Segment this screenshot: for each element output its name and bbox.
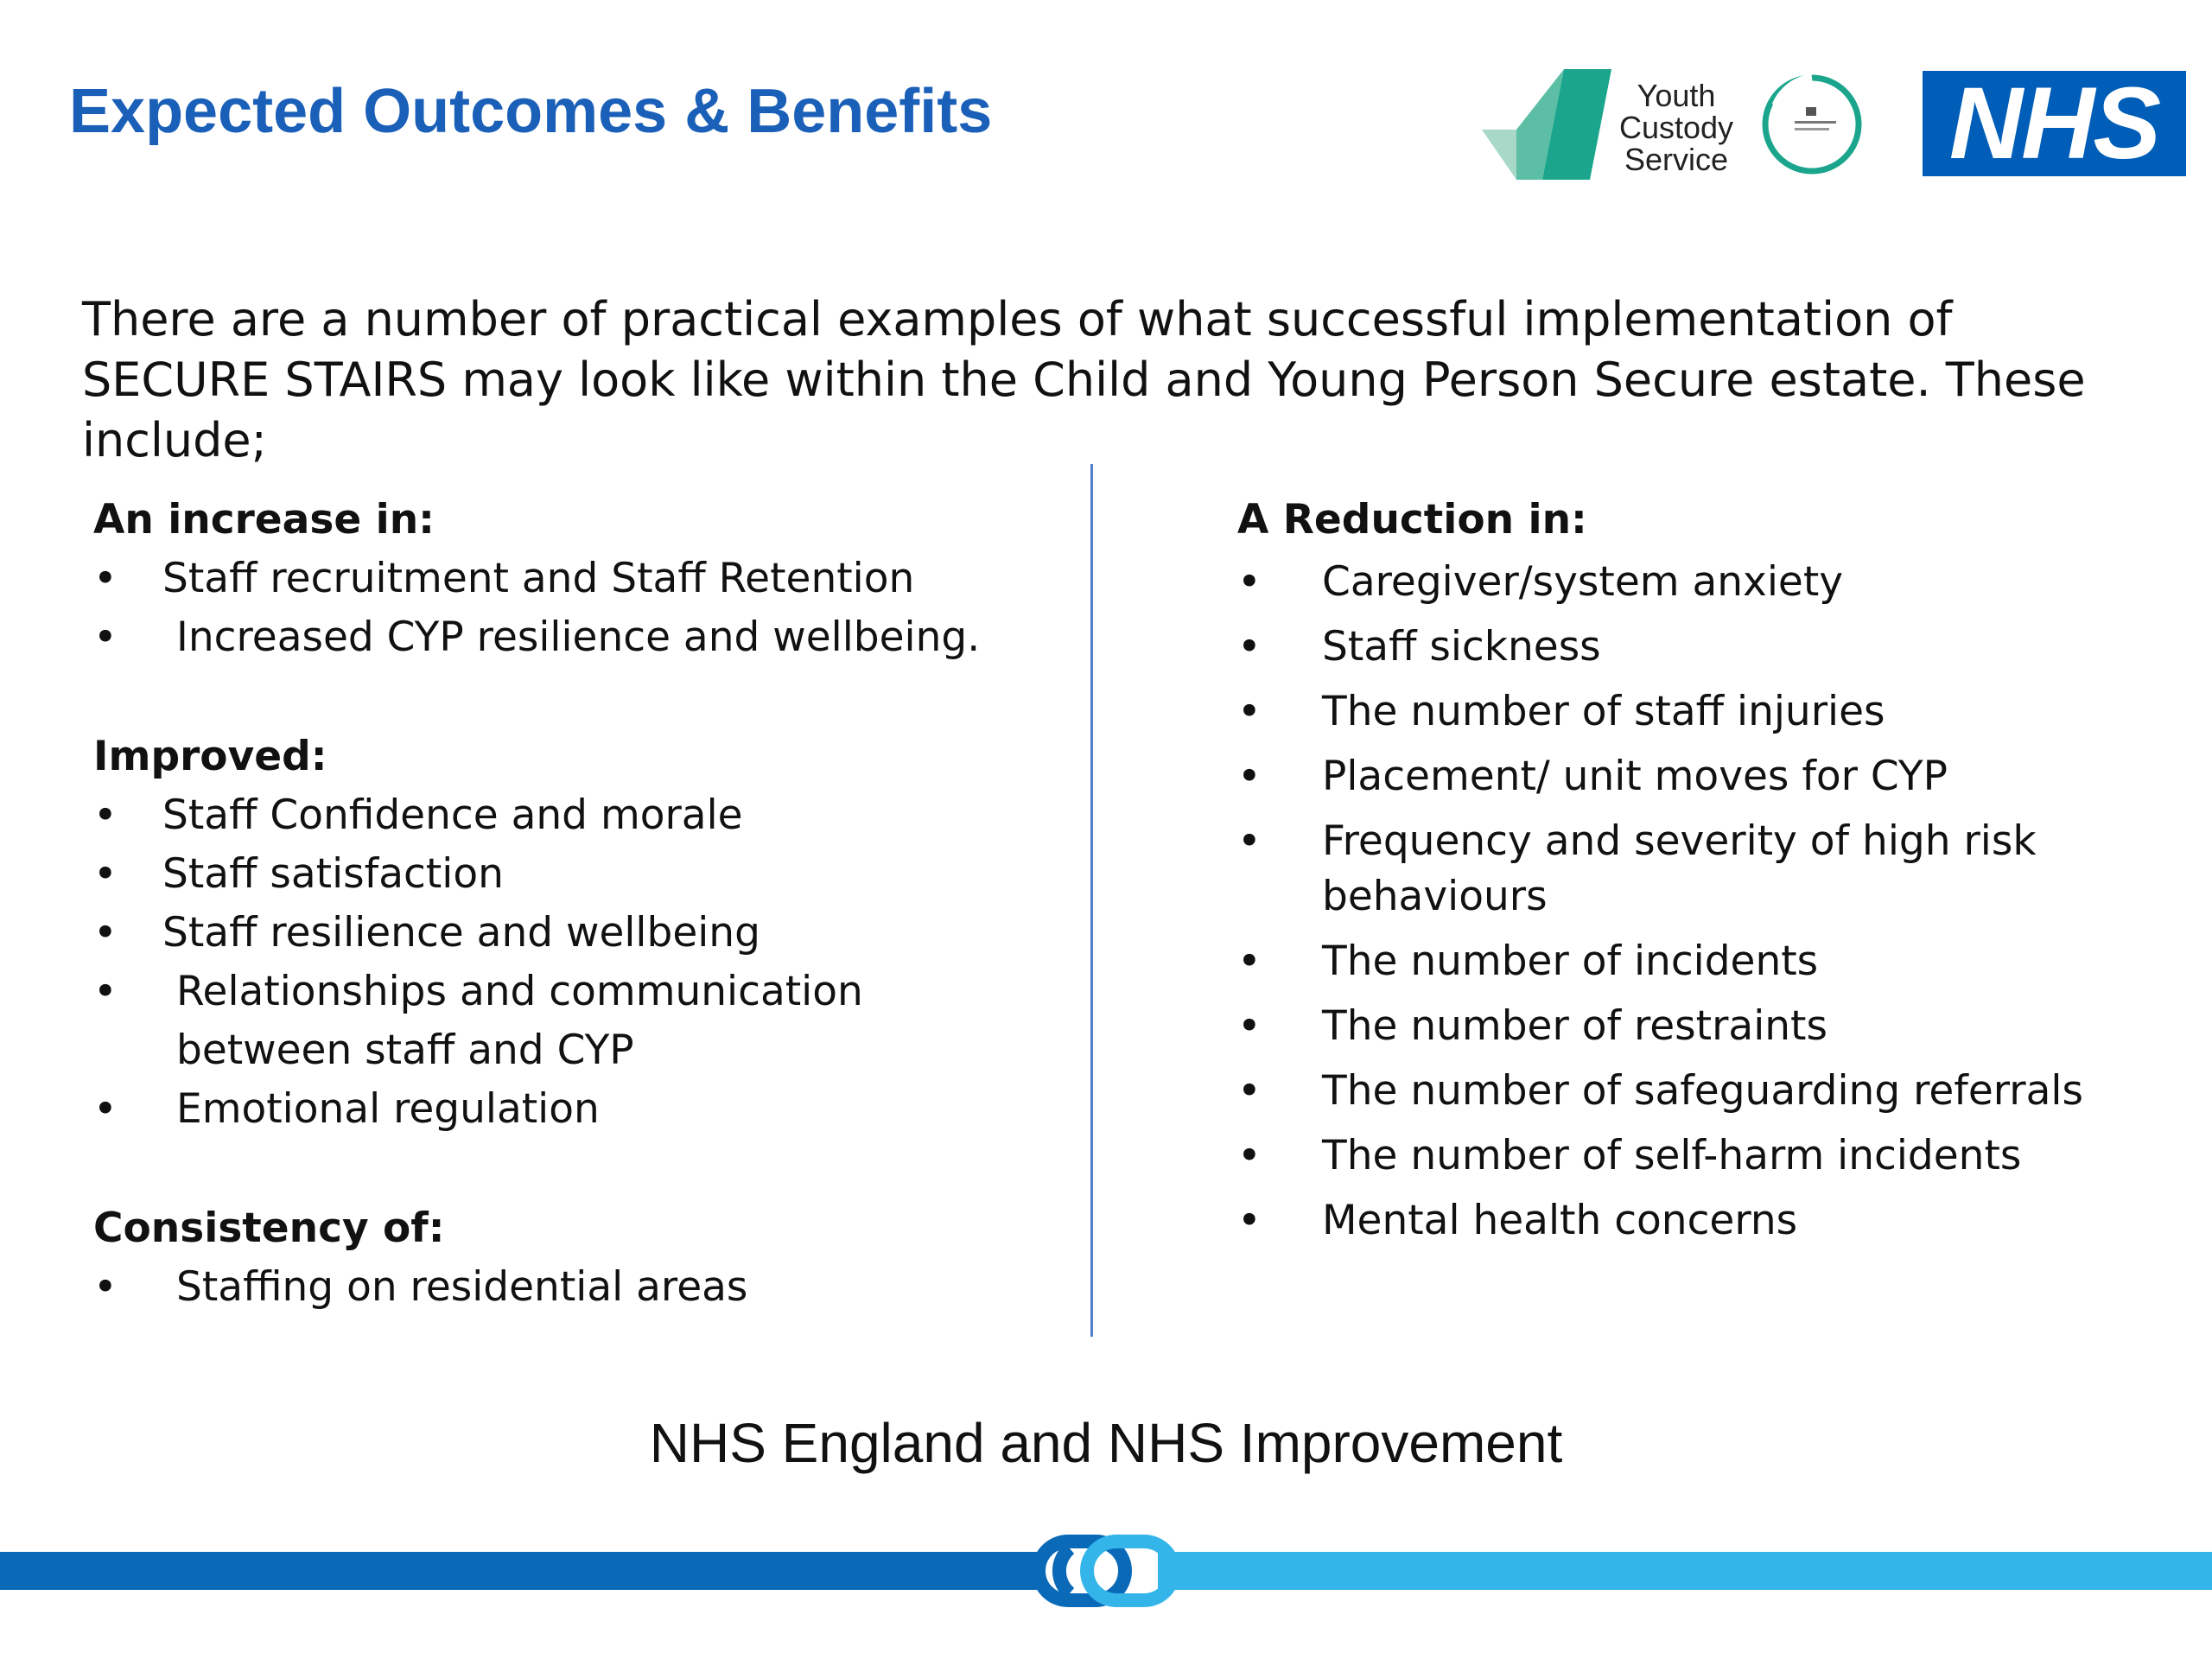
reduction-heading: A Reduction in: [1237,496,1587,543]
improved-list [93,786,1061,1139]
consistency-heading: Consistency of: [93,1205,445,1252]
list-item: • Staff recruitment and Staff Retention [93,550,1061,608]
list-item: • The number of staff injuries [1237,684,2136,740]
list-item: • Placement/ unit moves for CYP [1237,749,2136,804]
footer-organisation: NHS England and NHS Improvement [649,1412,1563,1474]
list-item: • The number of self-harm incidents [1237,1128,2136,1184]
list-item: • Staff sickness [1237,620,2136,675]
list-item: • Emotional regulation [93,1080,1061,1139]
list-item: • The number of incidents [1237,934,2136,989]
column-divider [1090,464,1093,1337]
increase-heading: An increase in: [93,496,435,543]
list-item: • Staff Confidence and morale [93,786,1061,845]
list-item: • Staffing on residential areas [93,1258,1061,1317]
list-item: • Relationships and communication between staff and CYP [93,963,937,1080]
improved-heading: Improved: [93,733,327,780]
ycs-line-1: Youth [1637,78,1716,113]
youth-custody-service-wordmark [1607,79,1745,175]
footer-bar-light [1158,1552,2212,1590]
list-item: • The number of safeguarding referrals [1237,1064,2136,1119]
intro-paragraph: There are a number of practical examples of what successful implementation of SECURE STAIRS may look like within the Child and Young Person Secure estate. These include; [82,292,2086,467]
footer-bar-dark [0,1552,1050,1590]
chain-link-icon [1028,1529,1184,1612]
nhs-logo: NHS [1923,71,2186,176]
list-item: • Increased CYP resilience and wellbeing. [93,608,1061,667]
list-item: • Caregiver/system anxiety [1237,555,2136,610]
list-item: • Staff satisfaction [93,845,1061,904]
ycs-line-2: Custody [1618,110,1734,145]
list-item: • Frequency and severity of high risk behaviours [1237,814,2039,925]
slide-title: Expected Outcomes & Benefits [69,77,993,146]
consistency-list [93,1258,1061,1317]
list-item: • Staff resilience and wellbeing [93,904,1061,963]
right-column [1237,491,2136,1258]
reduction-list [1237,555,2136,1249]
list-item: • The number of restraints [1237,999,2136,1054]
list-item: • Mental health concerns [1237,1193,2136,1249]
hmpps-seal-logo [1758,71,1866,179]
ycs-line-3: Service [1624,142,1729,177]
left-column [93,491,1061,1317]
increase-list [93,550,1061,667]
